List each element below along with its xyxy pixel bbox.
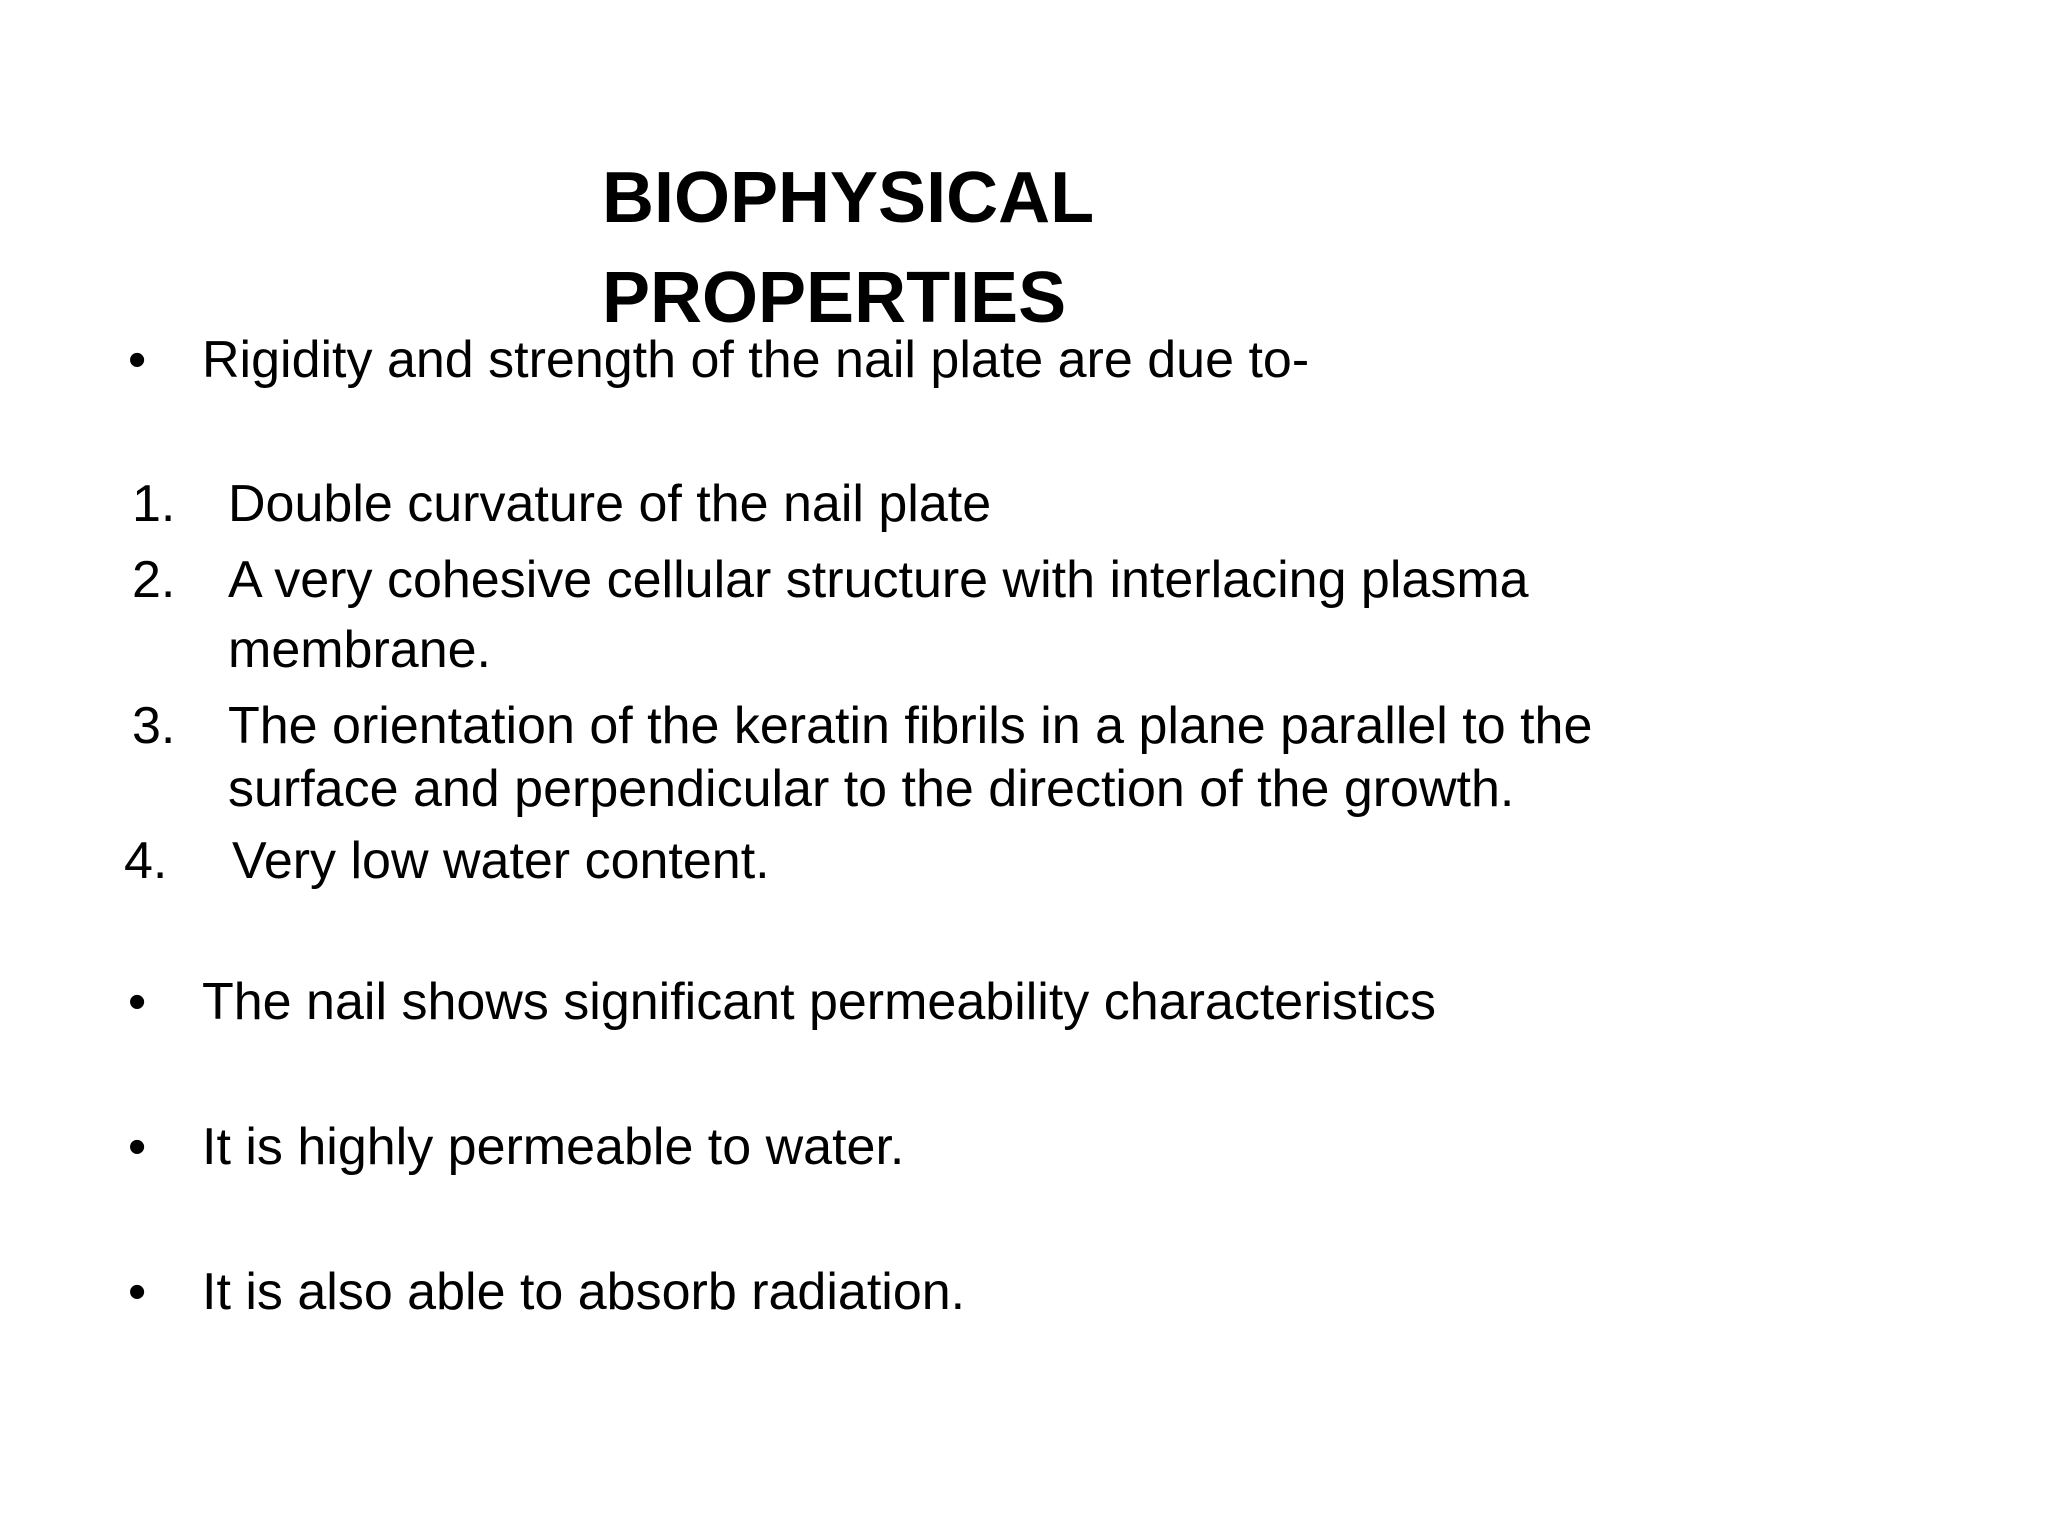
- item-number: 4.: [124, 832, 168, 890]
- intro-bullet-text: Rigidity and strength of the nail plate are due to-: [202, 331, 1310, 389]
- item-text: Double curvature of the nail plate: [228, 475, 992, 533]
- item-number: 2.: [132, 551, 176, 609]
- slide-title: [602, 148, 1302, 348]
- item-text: Very low water content.: [232, 832, 770, 890]
- title-line-1: BIOPHYSICAL: [602, 158, 1095, 238]
- item-text-continuation: membrane.: [228, 621, 491, 679]
- bullet-text: The nail shows significant permeability characteristics: [202, 973, 1437, 1031]
- item-text-continuation: surface and perpendicular to the direction of the growth.: [228, 760, 1515, 818]
- item-number: 1.: [132, 475, 176, 533]
- item-text: The orientation of the keratin fibrils in a plane parallel to the: [228, 697, 1593, 755]
- bullet-text: It is also able to absorb radiation.: [202, 1263, 966, 1321]
- title-line-2: PROPERTIES: [602, 258, 1067, 338]
- bullet-text: It is highly permeable to water.: [202, 1118, 905, 1176]
- bullet-marker: •: [128, 973, 147, 1031]
- bullet-marker: •: [128, 331, 147, 389]
- item-text: A very cohesive cellular structure with interlacing plasma: [228, 551, 1529, 609]
- bullet-marker: •: [128, 1118, 147, 1176]
- item-number: 3.: [132, 697, 176, 755]
- bullet-marker: •: [128, 1263, 147, 1321]
